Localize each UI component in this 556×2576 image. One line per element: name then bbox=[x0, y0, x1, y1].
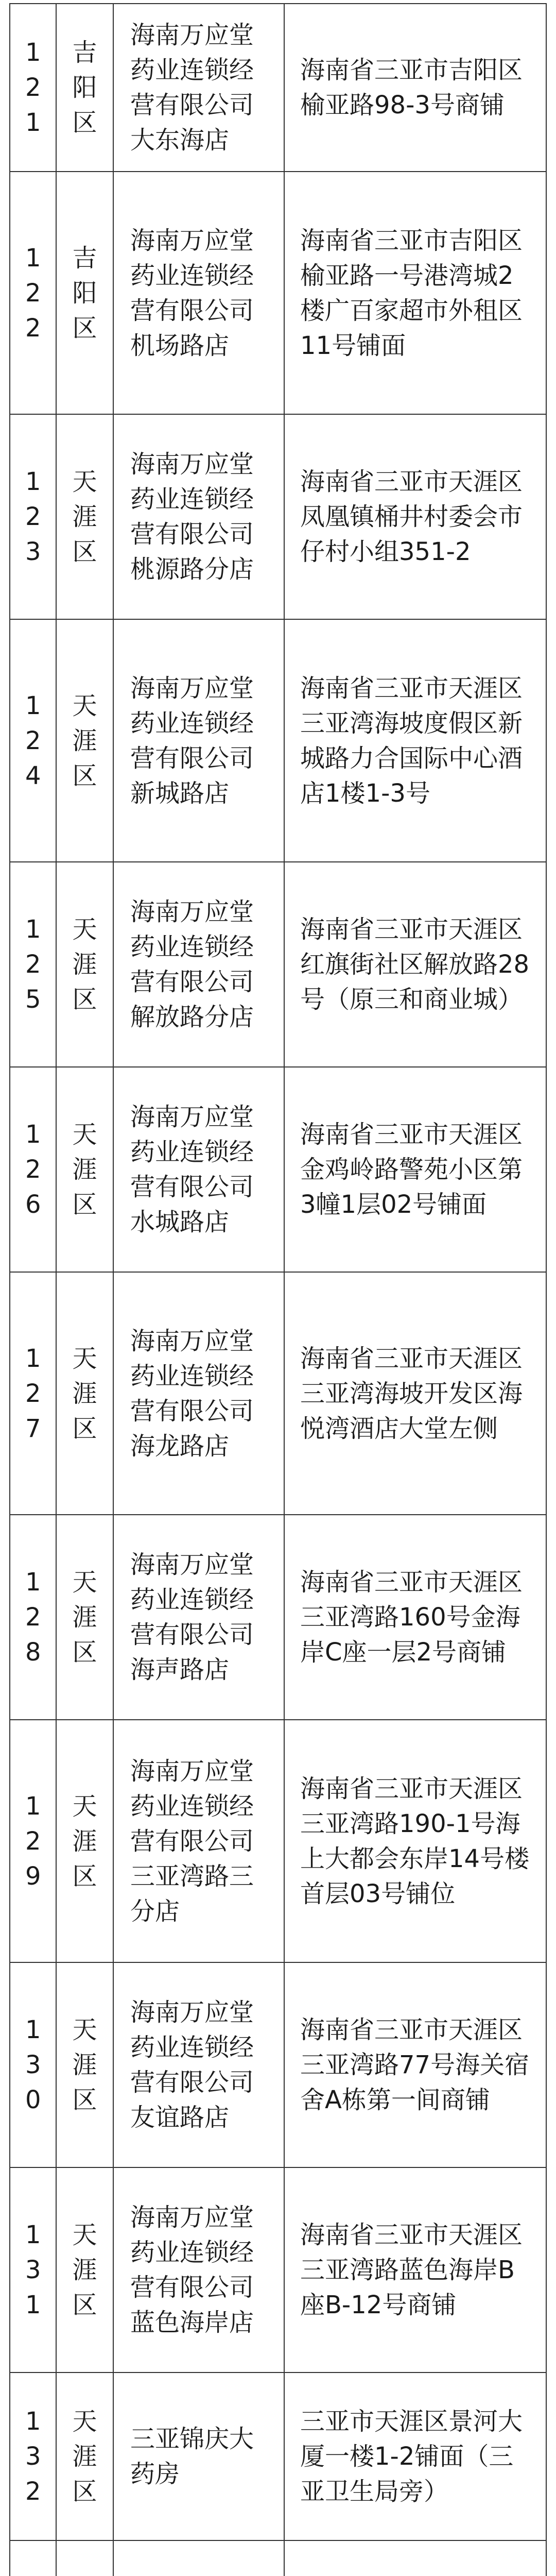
district-cell bbox=[57, 2373, 114, 2541]
store-name-cell-text: 海南万应堂药业连锁经营有限公司水城路店 bbox=[130, 1103, 254, 1236]
district-cell-text: 天涯区 bbox=[72, 1344, 97, 1443]
address-cell bbox=[285, 1963, 547, 2168]
table-row bbox=[10, 620, 547, 862]
store-name-cell-text: 海南万应堂药业连锁经营有限公司桃源路分店 bbox=[130, 450, 254, 584]
address-cell-text: 海南省三亚市天涯区红旗街社区解放路28号（原三和商业城） bbox=[300, 915, 530, 1014]
address-cell bbox=[285, 172, 547, 415]
store-name-cell bbox=[114, 2168, 285, 2373]
table-row bbox=[10, 4, 547, 172]
table-row bbox=[10, 1720, 547, 1963]
district-cell-text: 天涯区 bbox=[72, 2221, 97, 2319]
store-name-cell bbox=[114, 1515, 285, 1720]
district-cell-text: 天涯区 bbox=[72, 1791, 97, 1891]
district-cell-text: 天涯区 bbox=[72, 467, 97, 566]
table-row bbox=[10, 2541, 547, 2576]
row-number bbox=[10, 4, 57, 172]
store-name-cell-text: 海南万应堂药业连锁经营有限公司海龙路店 bbox=[130, 1326, 254, 1461]
row-number bbox=[10, 2541, 57, 2576]
store-name-cell-text: 海南万应堂药业连锁经营有限公司蓝色海岸店 bbox=[130, 2203, 254, 2337]
address-cell bbox=[285, 1067, 547, 1273]
address-cell-text: 海南省三亚市天涯区三亚湾路蓝色海岸B座B-12号商铺 bbox=[300, 2221, 523, 2319]
table-row bbox=[10, 2373, 547, 2541]
row-number-text: 127 bbox=[25, 1344, 41, 1443]
row-number-text: 121 bbox=[25, 38, 41, 137]
address-cell-text: 海南省三亚市吉阳区榆亚路98-3号商铺 bbox=[300, 56, 523, 120]
store-name-cell-text: 三亚锦庆大药房 bbox=[130, 2425, 254, 2488]
district-cell-text: 吉阳区 bbox=[72, 38, 97, 137]
row-number bbox=[10, 1515, 57, 1720]
store-name-cell bbox=[114, 4, 285, 172]
row-number-text: 123 bbox=[25, 467, 41, 566]
row-number-text: 124 bbox=[25, 691, 41, 790]
store-name-cell bbox=[114, 1720, 285, 1963]
district-cell bbox=[57, 1720, 114, 1963]
store-name-cell-text: 海南万应堂药业连锁经营有限公司大东海店 bbox=[130, 21, 254, 155]
table-row bbox=[10, 1515, 547, 1720]
address-cell-text: 海南省三亚市天涯区三亚湾路77号海关宿舍A栋第一间商铺 bbox=[300, 2015, 530, 2114]
address-cell bbox=[285, 620, 547, 862]
store-name-cell bbox=[114, 415, 285, 620]
row-number-text: 132 bbox=[25, 2407, 41, 2506]
address-cell bbox=[285, 2373, 547, 2541]
address-cell bbox=[285, 1720, 547, 1963]
row-number bbox=[10, 172, 57, 415]
row-number bbox=[10, 1067, 57, 1273]
district-cell-text: 天涯区 bbox=[72, 2407, 97, 2506]
row-number bbox=[10, 1273, 57, 1515]
row-number-text: 129 bbox=[25, 1791, 41, 1891]
store-name-cell bbox=[114, 862, 285, 1067]
address-cell bbox=[285, 862, 547, 1067]
row-number-text: 128 bbox=[25, 1568, 41, 1667]
row-number bbox=[10, 620, 57, 862]
address-cell-text: 三亚市天涯区景河大厦一楼1-2铺面（三亚卫生局旁） bbox=[300, 2407, 523, 2506]
row-number bbox=[10, 2168, 57, 2373]
address-cell-text: 海南省三亚市吉阳区榆亚路一号港湾城2楼广百家超市外租区11号铺面 bbox=[300, 226, 523, 360]
district-cell-text: 天涯区 bbox=[72, 2015, 97, 2114]
district-cell bbox=[57, 862, 114, 1067]
row-number bbox=[10, 1720, 57, 1963]
table-row bbox=[10, 1273, 547, 1515]
store-name-cell-text: 海南万应堂药业连锁经营有限公司解放路分店 bbox=[130, 897, 254, 1031]
address-cell-text: 海南省三亚市天涯区凤凰镇桶井村委会市仔村小组351-2 bbox=[300, 467, 523, 566]
district-cell bbox=[57, 2541, 114, 2576]
address-cell bbox=[285, 4, 547, 172]
district-cell bbox=[57, 1273, 114, 1515]
address-cell bbox=[285, 1273, 547, 1515]
address-cell-text bbox=[300, 2573, 535, 2576]
row-number bbox=[10, 2373, 57, 2541]
district-cell-text: 吉阳区 bbox=[72, 243, 97, 343]
store-name-cell bbox=[114, 1067, 285, 1273]
table-row bbox=[10, 415, 547, 620]
district-cell bbox=[57, 2168, 114, 2373]
row-number-text: 122 bbox=[25, 243, 41, 343]
row-number-text: 125 bbox=[25, 915, 41, 1014]
store-name-cell-text: 海南万应堂药业连锁经营有限公司机场路店 bbox=[130, 226, 254, 360]
row-number bbox=[10, 862, 57, 1067]
row-number-text: 126 bbox=[25, 1120, 41, 1219]
address-cell bbox=[285, 2541, 547, 2576]
district-cell bbox=[57, 1067, 114, 1273]
table-row bbox=[10, 1067, 547, 1273]
store-name-cell-text: 海南万应堂药业连锁经营有限公司海声路店 bbox=[130, 1550, 254, 1684]
address-cell bbox=[285, 1515, 547, 1720]
store-table bbox=[9, 3, 547, 2576]
address-cell-text: 海南省三亚市天涯区三亚湾路190-1号海上大都会东岸14号楼首层03号铺位 bbox=[300, 1774, 530, 1908]
store-name-cell-text: 海南万应堂药业连锁经营有限公司友谊路店 bbox=[130, 1998, 254, 2132]
district-cell bbox=[57, 620, 114, 862]
district-cell-text: 天涯区 bbox=[72, 915, 97, 1014]
store-name-cell bbox=[114, 1273, 285, 1515]
district-cell bbox=[57, 4, 114, 172]
table-row bbox=[10, 172, 547, 415]
row-number bbox=[10, 415, 57, 620]
district-cell bbox=[57, 1963, 114, 2168]
address-cell bbox=[285, 2168, 547, 2373]
store-name-cell bbox=[114, 2373, 285, 2541]
address-cell-text: 海南省三亚市天涯区金鸡岭路警苑小区第3幢1层02号铺面 bbox=[300, 1120, 523, 1219]
district-cell bbox=[57, 172, 114, 415]
table-row bbox=[10, 1963, 547, 2168]
table-row bbox=[10, 2168, 547, 2373]
district-cell bbox=[57, 415, 114, 620]
address-cell-text: 海南省三亚市天涯区三亚湾路160号金海岸C座一层2号商铺 bbox=[300, 1568, 523, 1667]
district-cell-text: 天涯区 bbox=[72, 1120, 97, 1219]
district-cell-text: 天涯区 bbox=[72, 691, 97, 790]
district-cell bbox=[57, 1515, 114, 1720]
table-row bbox=[10, 862, 547, 1067]
store-name-cell bbox=[114, 172, 285, 415]
store-name-cell-text: 海南万应堂药业连锁经营有限公司新城路店 bbox=[130, 673, 254, 808]
store-name-cell-text: 海南万应堂药业连锁经营有限公司三亚湾路三分店 bbox=[130, 1756, 254, 1926]
store-name-cell bbox=[114, 2541, 285, 2576]
district-cell-text: 天涯区 bbox=[72, 1568, 97, 1667]
row-number bbox=[10, 1963, 57, 2168]
row-number-text: 130 bbox=[25, 2015, 41, 2114]
address-cell bbox=[285, 415, 547, 620]
address-cell-text: 海南省三亚市天涯区三亚湾海坡度假区新城路力合国际中心酒店1楼1-3号 bbox=[300, 673, 523, 808]
row-number-text: 131 bbox=[25, 2221, 41, 2319]
store-name-cell bbox=[114, 1963, 285, 2168]
address-cell-text: 海南省三亚市天涯区三亚湾海坡开发区海悦湾酒店大堂左侧 bbox=[300, 1344, 523, 1443]
store-name-cell bbox=[114, 620, 285, 862]
